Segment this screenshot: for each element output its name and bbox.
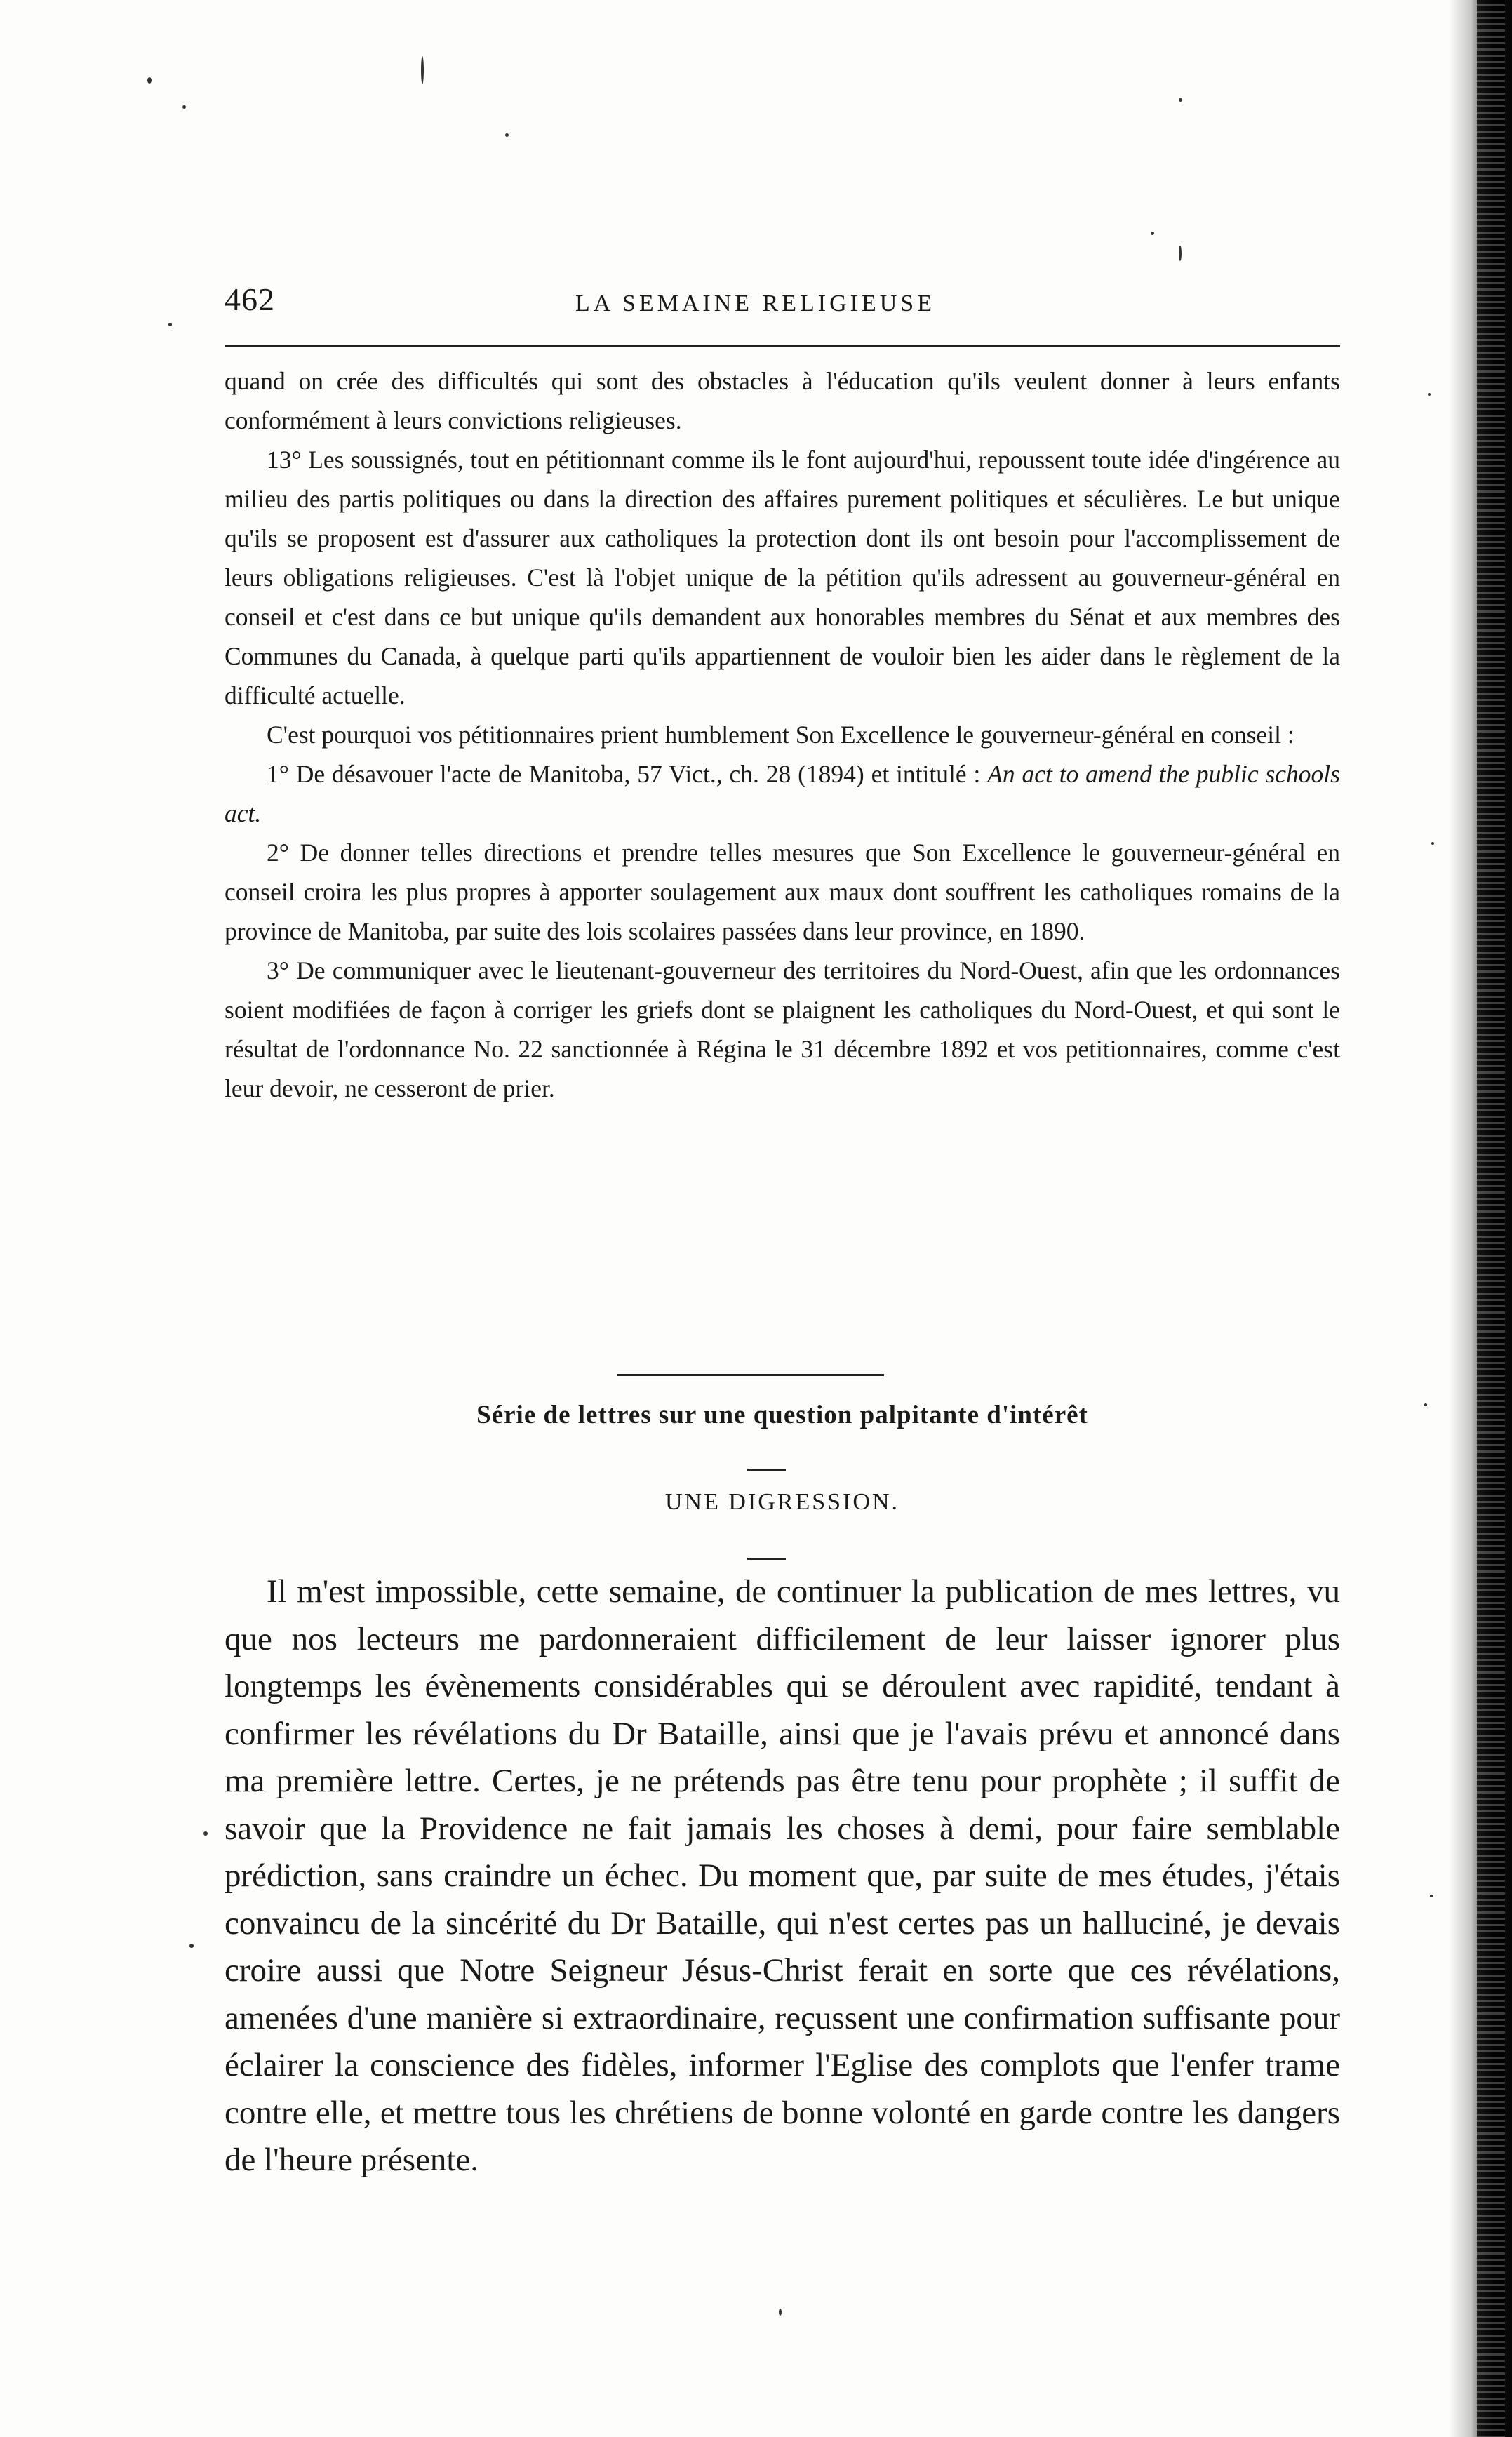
scan-speck — [779, 2309, 782, 2316]
scan-speck — [1431, 842, 1434, 845]
scan-speck — [421, 56, 424, 84]
article-text — [225, 1568, 1340, 2184]
short-rule-bottom — [747, 1558, 786, 1560]
scan-speck — [1151, 232, 1154, 235]
section-divider — [617, 1374, 884, 1376]
scan-speck — [147, 77, 152, 84]
page-header — [225, 281, 1347, 330]
header-rule — [225, 345, 1340, 347]
subsection-title: UNE DIGRESSION. — [665, 1489, 899, 1515]
scan-speck — [505, 133, 509, 137]
item-3: 3° De communiquer avec le lieutenant-gouverneur des territoires du Nord-Ouest, afin que les ordonnances soient modifiées de façon à corriger les griefs dont se plaignent les catholiques du Nord-Ouest, et qui sont le résultat de l'ordonnance No. 22 sanctionnée à Régina le 31 décembre 1892 et vos petitionnaires, comme c'est leur devoir, ne cesseront de prier. — [225, 956, 1340, 1102]
article-paragraph: Il m'est impossible, cette semaine, de continuer la publication de mes lettres, vu que nos lecteurs me pardonneraient difficilement de leur laisser ignorer plus longtemps les évènements considérables qui se déroulent avec rapidité, tendant à confirmer les révélations du Dr Bataille, ainsi que je l'avais prévu et annoncé dans ma première lettre. Certes, je ne prétends pas être tenu pour prophète ; il suffit de savoir que la Providence ne fait jamais les choses à demi, pour faire semblable prédiction, sans craindre un échec. Du moment que, par suite de mes études, j'étais convaincu de la sincérité du Dr Bataille, qui n'est certes pas un halluciné, je devais croire aussi que Notre Seigneur Jésus-Christ ferait en sorte que ces révélations, amenées d'une manière si extraordinaire, reçussent une confirmation suffisante pour éclairer la conscience des fidèles, informer l'Eglise des complots que l'enfer trame contre elle, et mettre tous les chrétiens de bonne volonté en garde contre les dangers de l'heure présente. — [225, 1573, 1340, 2178]
section-title: Série de lettres sur une question palpitante d'intérêt — [476, 1401, 1088, 1429]
scan-speck — [1179, 98, 1182, 102]
paragraph-request: C'est pourquoi vos pétitionnaires prient humblement Son Excellence le gouverneur-général en conseil : — [267, 721, 1294, 749]
scan-speck — [182, 105, 186, 109]
act-title: An act to amend the public schools act. — [225, 760, 1340, 827]
item-2: 2° De donner telles directions et prendre telles mesures que Son Excellence le gouverneur-général en conseil croira les plus propres à apporter soulagement aux maux dont souffrent les catholiques romains de la province de Manitoba, par suite des lois scolaires passées dans leur province, en 1890. — [225, 839, 1340, 945]
petition-text — [225, 361, 1340, 1108]
scan-speck — [1430, 1895, 1433, 1897]
page-number: 462 — [225, 281, 275, 317]
item-1-text: 1° De désavouer l'acte de Manitoba, 57 Vict., ch. 28 (1894) et intitulé : — [267, 760, 988, 788]
scan-speck — [168, 323, 172, 326]
binding-edge-pattern — [1477, 0, 1505, 2437]
paragraph-continuation: quand on crée des difficultés qui sont des obstacles à l'éducation qu'ils veulent donner à leurs enfants conformément à leurs convictions religieuses. — [225, 367, 1340, 434]
running-title: LA SEMAINE RELIGIEUSE — [575, 291, 935, 316]
scan-speck — [189, 1944, 194, 1948]
short-rule-top — [747, 1469, 786, 1471]
scan-speck — [203, 1831, 208, 1836]
paragraph-13: 13° Les soussignés, tout en pétitionnant comme ils le font aujourd'hui, repoussent toute idée d'ingérence au milieu des partis politiques ou dans la direction des affaires purement politiques et séculières. Le but unique qu'ils se proposent est d'assurer aux catholiques la protection dont ils ont besoin pour l'accomplissement de leurs obligations religieuses. C'est là l'objet unique de la pétition qu'ils adressent au gouverneur-général en conseil et c'est dans ce but unique qu'ils demandent aux honorables membres du Sénat et aux membres des Communes du Canada, à quelque parti qu'ils appartiennent de vouloir bien les aider dans le règlement de la difficulté actuelle. — [225, 446, 1340, 709]
scan-speck — [1424, 1403, 1427, 1406]
scan-speck — [1428, 393, 1431, 396]
item-1 — [225, 754, 1340, 833]
scan-speck — [1179, 246, 1182, 261]
